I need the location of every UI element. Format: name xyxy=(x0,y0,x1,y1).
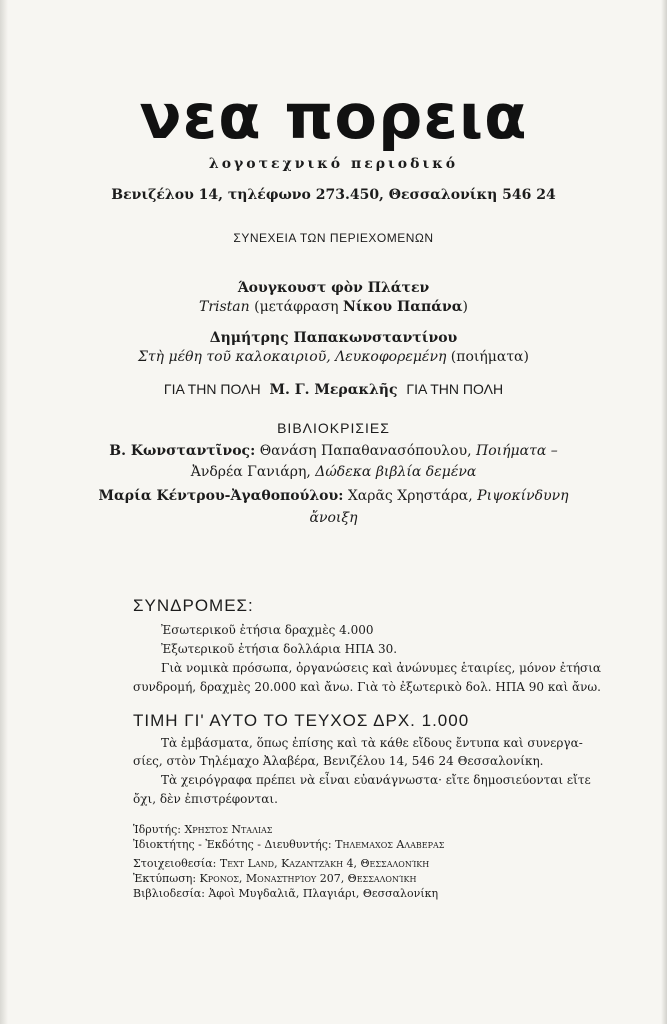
toc-entry-1-note-open: (μετάφραση xyxy=(249,299,344,315)
city-left: ΓΙΑ ΤΗΝ ΠΟΛΗ xyxy=(163,381,261,397)
review-1-title-2: Δώδεκα βιβλία δεμένα xyxy=(315,464,477,480)
toc-entry-1-work xyxy=(0,299,667,315)
toc-entry-2-work xyxy=(0,349,667,365)
toc-entry-1-author: Άουγκουστ φὸν Πλάτεν xyxy=(237,280,430,296)
credit-typesetting xyxy=(133,857,429,870)
price-note-line: Τὰ χειρόγραφα πρέπει νὰ εἶναι εὐανάγνωστα· εἴτε δημοσιεύονται εἴτε xyxy=(161,773,591,787)
credit-binding xyxy=(133,887,438,900)
review-2-title: Ριψοκίνδυνη xyxy=(477,488,569,504)
toc-city-line xyxy=(0,381,667,398)
journal-title: νεα πορεια xyxy=(139,80,528,153)
review-2-line-2: ἄνοιξη xyxy=(309,510,358,526)
toc-entry-2-note: (ποιήματα) xyxy=(446,349,529,365)
review-1-line-1 xyxy=(0,443,667,459)
reviews-heading: ΒΙΒΛΙΟΚΡΙΣΙΕΣ xyxy=(277,420,390,436)
typesetting-label: Στοιχειοθεσία: xyxy=(133,857,217,870)
toc-entry-1-note-close: ) xyxy=(462,299,468,315)
founder-label: Ἱδρυτής: xyxy=(133,823,181,836)
city-author: Μ. Γ. Μερακλῆς xyxy=(269,382,398,398)
city-right: ΓΙΑ ΤΗΝ ΠΟΛΗ xyxy=(406,381,504,397)
journal-subtitle: λογοτεχνικό περιοδικό xyxy=(208,156,459,172)
price-note-line: ὄχι, δὲν ἐπιστρέφονται. xyxy=(133,792,278,806)
subscription-line: Γιὰ νομικὰ πρόσωπα, ὀργανώσεις καὶ ἀνώνυμες ἑταιρίες, μόνον ἐτήσια xyxy=(161,661,602,675)
review-1-reviewer: Β. Κωνσταντῖνος: xyxy=(109,443,256,459)
journal-address: Βενιζέλου 14, τηλέφωνο 273.450, Θεσσαλονίκη 546 24 xyxy=(111,187,556,203)
owner-label: Ἰδιοκτήτης - Ἐκδότης - Διευθυντής: xyxy=(133,838,332,851)
review-2-reviewer: Μαρία Κέντρου-Ἀγαθοπούλου: xyxy=(98,488,344,504)
review-1-author-2: Ἀνδρέα Γανιάρη, xyxy=(190,464,316,480)
subscription-line: Ἐσωτερικοῦ ἐτήσια δραχμὲς 4.000 xyxy=(161,623,374,637)
review-1-title-1: Ποιήματα – xyxy=(476,443,558,459)
toc-entry-1-translator: Νίκου Παπάνα xyxy=(343,299,463,315)
subscriptions-heading: ΣΥΝΔΡΟΜΕΣ: xyxy=(133,596,254,615)
binding-label: Βιβλιοδεσία: xyxy=(133,887,205,900)
toc-entry-2-author: Δημήτρης Παπακωνσταντίνου xyxy=(209,330,458,346)
credit-owner xyxy=(133,838,444,851)
toc-entry-2-title: Στὴ μέθη τοῦ καλοκαιριοῦ, Λευκοφορεμένη xyxy=(138,349,447,365)
owner-name: Τηλεμαχος Αλαβερας xyxy=(335,838,445,851)
printing-label: Ἐκτύπωση: xyxy=(133,872,197,885)
toc-heading: ΣΥΝΕΧΕΙΑ ΤΩΝ ΠΕΡΙΕΧΟΜΕΝΩΝ xyxy=(233,231,434,245)
subscription-line: Ἐξωτερικοῦ ἐτήσια δολλάρια ΗΠΑ 30. xyxy=(161,642,398,656)
review-1-text: Θανάση Παπαθανασόπουλου, xyxy=(255,443,476,459)
binding-value: Ἀφοὶ Μυγδαλιᾶ, Πλαγιάρι, Θεσσαλονίκη xyxy=(208,887,439,900)
toc-entry-1-title: Tristan xyxy=(198,299,250,315)
review-2-text: Χαρᾶς Χρηστάρα, xyxy=(343,488,478,504)
review-1-line-2 xyxy=(0,464,667,480)
review-2-line-1 xyxy=(0,488,667,504)
printing-value: Κρονος, Μοναστηρίου 207, Θεσσαλονίκη xyxy=(199,872,417,885)
credit-founder xyxy=(133,823,272,836)
typesetting-value: Text Land, Καζαντζάκη 4, Θεσσαλονίκη xyxy=(219,857,430,870)
price-note-line: Τὰ ἐμβάσματα, ὅπως ἐπίσης καὶ τὰ κάθε εἴδους ἔντυπα καὶ συνεργα- xyxy=(161,736,583,750)
issue-price-heading: ΤΙΜΗ ΓΙ' ΑΥΤΟ ΤΟ ΤΕΥΧΟΣ ΔΡΧ. 1.000 xyxy=(133,711,470,730)
price-note-line: σίες, στὸν Τηλέμαχο Ἀλαβέρα, Βενιζέλου 14, 546 24 Θεσσαλονίκη. xyxy=(133,754,544,768)
subscription-line: συνδρομή, δραχμὲς 20.000 καὶ ἄνω. Γιὰ τὸ ἐξωτερικὸ δολ. ΗΠΑ 90 καὶ ἄνω. xyxy=(133,680,601,694)
founder-name: Χρηστος Νταλιας xyxy=(184,823,273,836)
credit-printing xyxy=(133,872,416,885)
